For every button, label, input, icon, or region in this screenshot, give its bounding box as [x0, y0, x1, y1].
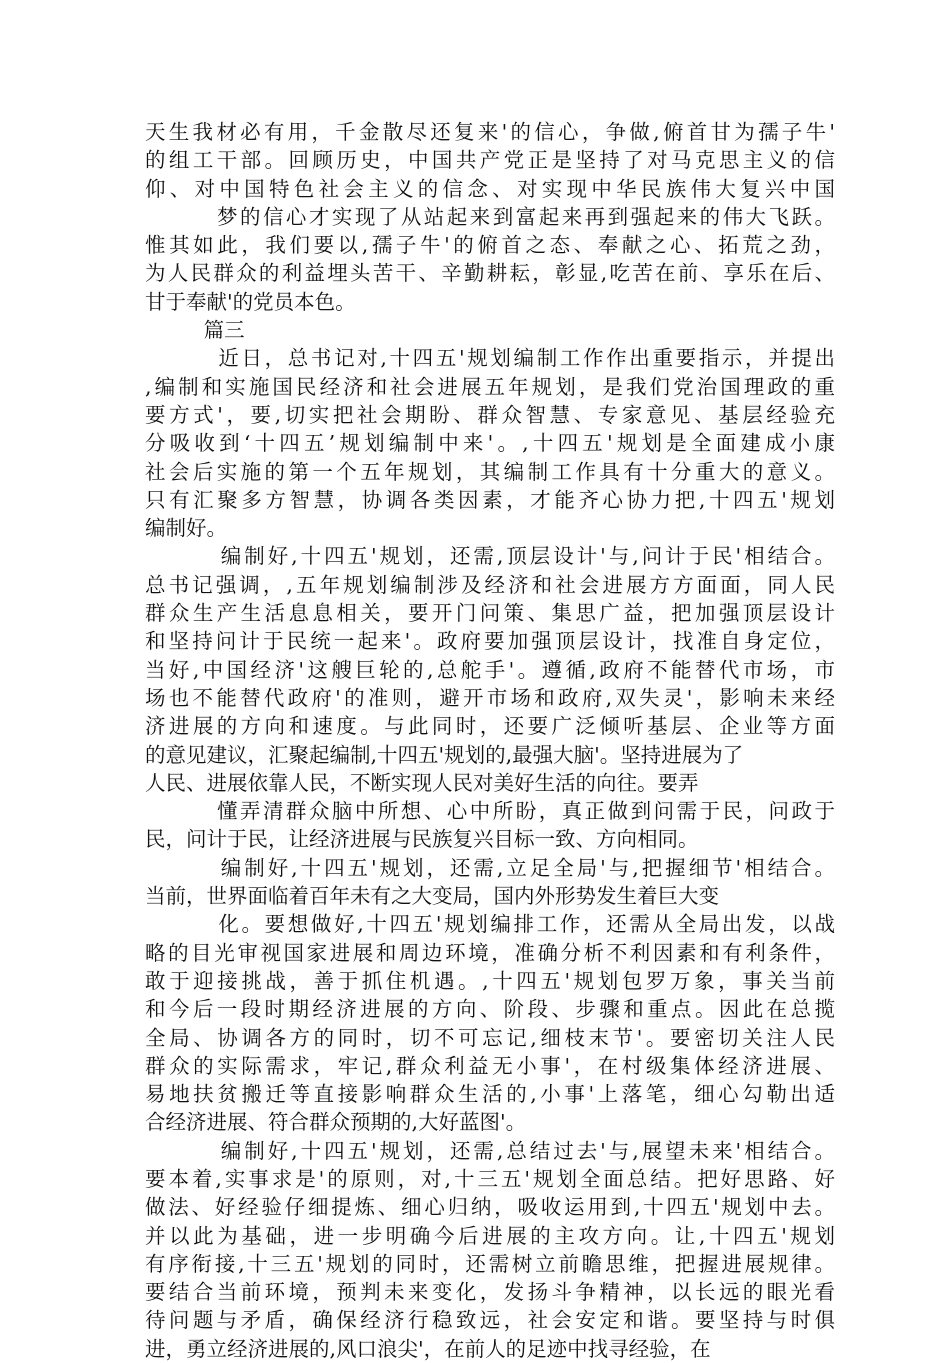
text-line: 易地扶贫搬迁等直接影响群众生活的,小事'上落笔，细心勾勒出适	[145, 1082, 835, 1107]
text-line: 懂弄清群众脑中所想、心中所盼，真正做到问需于民，问政于	[145, 799, 835, 824]
text-line: 分吸收到‘十四五’规划编制中来'。,十四五'规划是全面建成小康	[145, 431, 835, 456]
text-line: 群众的实际需求，牢记,群众利益无小事'，在村级集体经济进展、	[145, 1053, 835, 1078]
text-line: 要方式'，要,切实把社会期盼、群众智慧、专家意见、基层经验充	[145, 402, 835, 427]
text-line: 场也不能替代政府'的准则，避开市场和政府,双失灵'，影响未来经	[145, 685, 835, 710]
text-line: 总书记强调，,五年规划编制涉及经济和社会进展方方面面，同人民	[145, 572, 835, 597]
text-line: 群众生产生活息息相关，要开门问策、集思广益，把加强顶层设计	[145, 601, 835, 626]
text-line: 要本着,实事求是'的原则，对,十三五'规划全面总结。把好思路、好	[145, 1166, 835, 1191]
text-line: 济进展的方向和速度。与此同时，还要广泛倾听基层、企业等方面	[145, 714, 835, 739]
text-line: 略的目光审视国家进展和周边环境，准确分析不利因素和有利条件，	[145, 940, 835, 965]
text-line: 做法、好经验仔细提炼、细心归纳，吸收运用到,十四五'规划中去。	[145, 1195, 835, 1220]
text-line: 当前，世界面临着百年未有之大变局，国内外形势发生着巨大变	[145, 884, 719, 909]
text-line: 当好,中国经济'这艘巨轮的,总舵手'。遵循,政府不能替代市场，市	[145, 657, 835, 682]
text-line: 惟其如此，我们要以,孺子牛'的俯首之态、奉献之心、拓荒之劲，	[145, 233, 835, 258]
document-page	[145, 118, 835, 1363]
text-line: 进，勇立经济进展的,风口浪尖'，在前人的足迹中找寻经验，在	[145, 1336, 711, 1361]
text-line: 天生我材必有用，千金散尽还复来'的信心，争做,俯首甘为孺子牛'	[145, 120, 835, 144]
text-line: 梦的信心才实现了从站起来到富起来再到强起来的伟大飞跃。	[145, 204, 835, 229]
text-line: 待问题与矛盾，确保经济行稳致远，社会安定和谐。要坚持与时俱	[145, 1308, 835, 1333]
text-line: 和今后一段时期经济进展的方向、阶段、步骤和重点。因此在总揽	[145, 997, 835, 1022]
text-line: 要结合当前环境，预判未来变化，发扬斗争精神，以长远的眼光看	[145, 1280, 835, 1305]
text-line: 并以此为基础，进一步明确今后进展的主攻方向。让,十四五'规划	[145, 1223, 835, 1248]
text-line: 敢于迎接挑战，善于抓住机遇。,十四五'规划包罗万象，事关当前	[145, 968, 835, 993]
text-line: 和坚持问计于民统一起来'。政府要加强顶层设计，找准自身定位，	[145, 629, 835, 654]
text-line: 篇三	[145, 318, 245, 343]
text-line: 仰、对中国特色社会主义的信念、对实现中华民族伟大复兴中国	[145, 176, 835, 201]
text-line: 为人民群众的利益埋头苦干、辛勤耕耘，彰显,吃苦在前、享乐在后、	[145, 261, 835, 286]
text-line: 的组工干部。回顾历史，中国共产党正是坚持了对马克思主义的信	[145, 148, 835, 173]
text-line: 有序衔接,十三五'规划的同时，还需树立前瞻思维，把握进展规律。	[145, 1251, 835, 1276]
text-line: 编制好,十四五'规划，还需,总结过去'与,展望未来'相结合。	[145, 1138, 835, 1163]
text-line: 合经济进展、符合群众预期的,大好蓝图'。	[145, 1110, 527, 1135]
text-line: 人民、进展依靠人民，不断实现人民对美好生活的向往。要弄	[145, 770, 699, 795]
text-line: 编制好,十四五'规划，还需,顶层设计'与,问计于民'相结合。	[145, 544, 835, 569]
text-line: 社会后实施的第一个五年规划，其编制工作具有十分重大的意义。	[145, 459, 835, 484]
text-line: 民，问计于民，让经济进展与民族复兴目标一致、方向相同。	[145, 827, 699, 852]
text-line: 编制好,十四五'规划，还需,立足全局'与,把握细节'相结合。	[145, 855, 835, 880]
text-line: 近日，总书记对,十四五'规划编制工作作出重要指示，并提出	[145, 346, 835, 371]
text-line: 只有汇聚多方智慧，协调各类因素，才能齐心协力把,十四五'规划	[145, 487, 835, 512]
text-line: 的意见建议，汇聚起编制,十四五'规划的,最强大脑'。坚持进展为了	[145, 742, 744, 767]
text-line: 甘于奉献'的党员本色。	[145, 289, 356, 314]
text-line: 化。要想做好,十四五'规划编排工作，还需从全局出发，以战	[145, 912, 835, 937]
text-line: 编制好。	[145, 516, 227, 541]
text-line: 全局、协调各方的同时，切不可忘记,细枝末节'。要密切关注人民	[145, 1025, 835, 1050]
text-line: ,编制和实施国民经济和社会进展五年规划，是我们党治国理政的重	[145, 374, 835, 399]
